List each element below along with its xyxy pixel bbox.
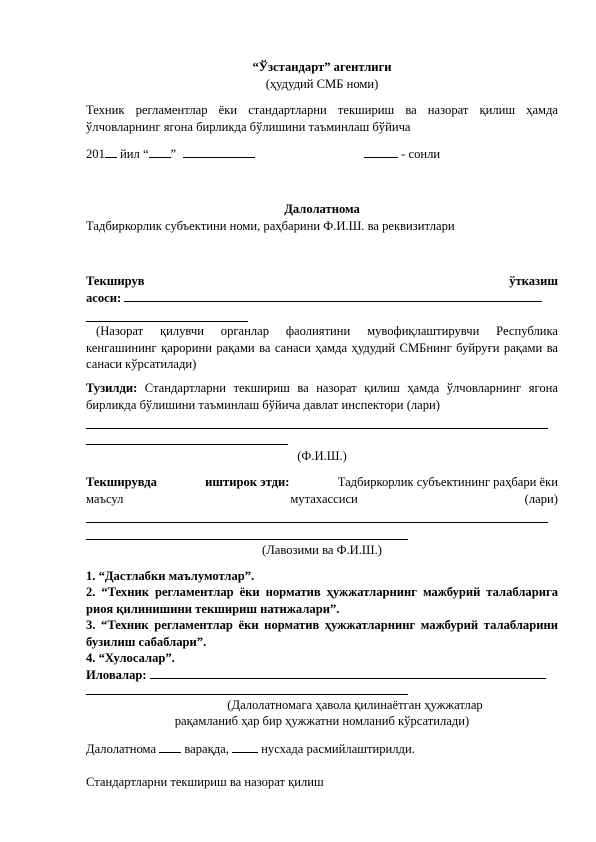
participated-w-mas: маъсул (86, 492, 124, 506)
section-3: 3. “Техник регламентлар ёки норматив ҳужжатларнинг мажбурий талабларини бузилиш сабаблари”. (86, 618, 558, 649)
day-blank (149, 156, 171, 158)
attachments-line (86, 667, 558, 684)
copies-part-1: Далолатнома (86, 742, 160, 756)
composed-caption: (Ф.И.Ш.) (297, 449, 347, 463)
footer-text: Стандартларни текшириш ва назорат қилиш (86, 775, 324, 789)
copies-blank (232, 751, 258, 753)
section-1: 1. “Дастлабки маълумотлар”. (86, 569, 255, 583)
composed-paragraph (86, 380, 558, 413)
basis-label: асоси: (86, 291, 122, 305)
section-4: 4. “Хулосалар”. (86, 651, 175, 665)
number-blank (364, 156, 398, 158)
date-line (86, 146, 558, 163)
participated-text-1: Тадбиркорлик субъектининг раҳбари ёки (337, 475, 558, 489)
copies-part-2: варақда, (181, 742, 233, 756)
participated-label-2: иштирок этди: (205, 475, 290, 489)
participated-w-lari: (лари) (524, 492, 558, 506)
pages-blank (159, 751, 181, 753)
subject-line: Тадбиркорлик субъектини номи, раҳбарини Ф.И.Ш. ва реквизитлари (86, 219, 455, 233)
participated-w-spec: мутахассиси (290, 492, 358, 506)
section-2: 2. “Техник регламентлар ёки норматив ҳужжатларнинг мажбурий талабларига риоя қилинишини текшириш натижалари”. (86, 585, 558, 616)
year-blank (105, 156, 117, 158)
participated-line-2 (86, 491, 558, 508)
participated-line-1 (86, 474, 558, 491)
composed-blank-1 (86, 428, 548, 429)
attachments-note-2: рақамланиб ҳар бир ҳужжатни номланиб кўрсатилади) (174, 714, 470, 728)
quote-close: ” (170, 147, 177, 161)
agency-name: “Ўзстандарт” агентлиги (252, 60, 392, 74)
year-prefix: 201 (86, 147, 105, 161)
basis-blank-2 (86, 321, 248, 322)
composed-text: Стандартларни текшириш ва назорат қилиш ҳамда ўлчовларнинг ягона бирликда бўлишини таъминлаш бўйича давлат инспектори (лари) (86, 381, 558, 412)
copies-line (86, 741, 558, 758)
basis-heading (86, 273, 558, 290)
basis-blank (124, 300, 542, 302)
composed-label: Тузилди: (86, 381, 138, 395)
copies-part-3: нусхада расмийлаштирилди. (258, 742, 415, 756)
attachments-blank (150, 677, 546, 679)
basis-word-2: ўтказиш (509, 274, 558, 288)
attachments-label: Иловалар: (86, 668, 147, 682)
basis-line (86, 290, 558, 307)
composed-blank-2 (86, 444, 288, 445)
document-title: Далолатнома (284, 202, 360, 216)
basis-word-1: Текширув (86, 274, 145, 288)
territory-caption: (ҳудудий СМБ номи) (265, 77, 379, 91)
number-suffix: - сонли (398, 147, 441, 161)
participated-blank-2 (86, 539, 408, 540)
participated-label-1: Текширувда (86, 475, 157, 489)
year-suffix: йил “ (116, 147, 149, 161)
participated-caption: (Лавозими ва Ф.И.Ш.) (262, 543, 382, 557)
attachments-note-1: (Далолатномага ҳавола қилинаётган ҳужжатлар (227, 698, 483, 712)
participated-blank-1 (86, 522, 548, 523)
basis-note: (Назорат қилувчи органлар фаолиятини мувофиқлаштирувчи Республика кенгашининг қарорини рақами ва санаси ҳамда ҳудудий СМБнинг буйруғи рақами ва санаси кўрсатилади) (86, 324, 558, 371)
purpose-text: Техник регламентлар ёки стандартларни текшириш ва назорат қилиш ҳамда ўлчовларнинг ягона бирликда бўлишини таъминлаш бўйича (86, 103, 558, 134)
month-blank (183, 156, 255, 158)
attachments-blank-2 (86, 694, 408, 695)
